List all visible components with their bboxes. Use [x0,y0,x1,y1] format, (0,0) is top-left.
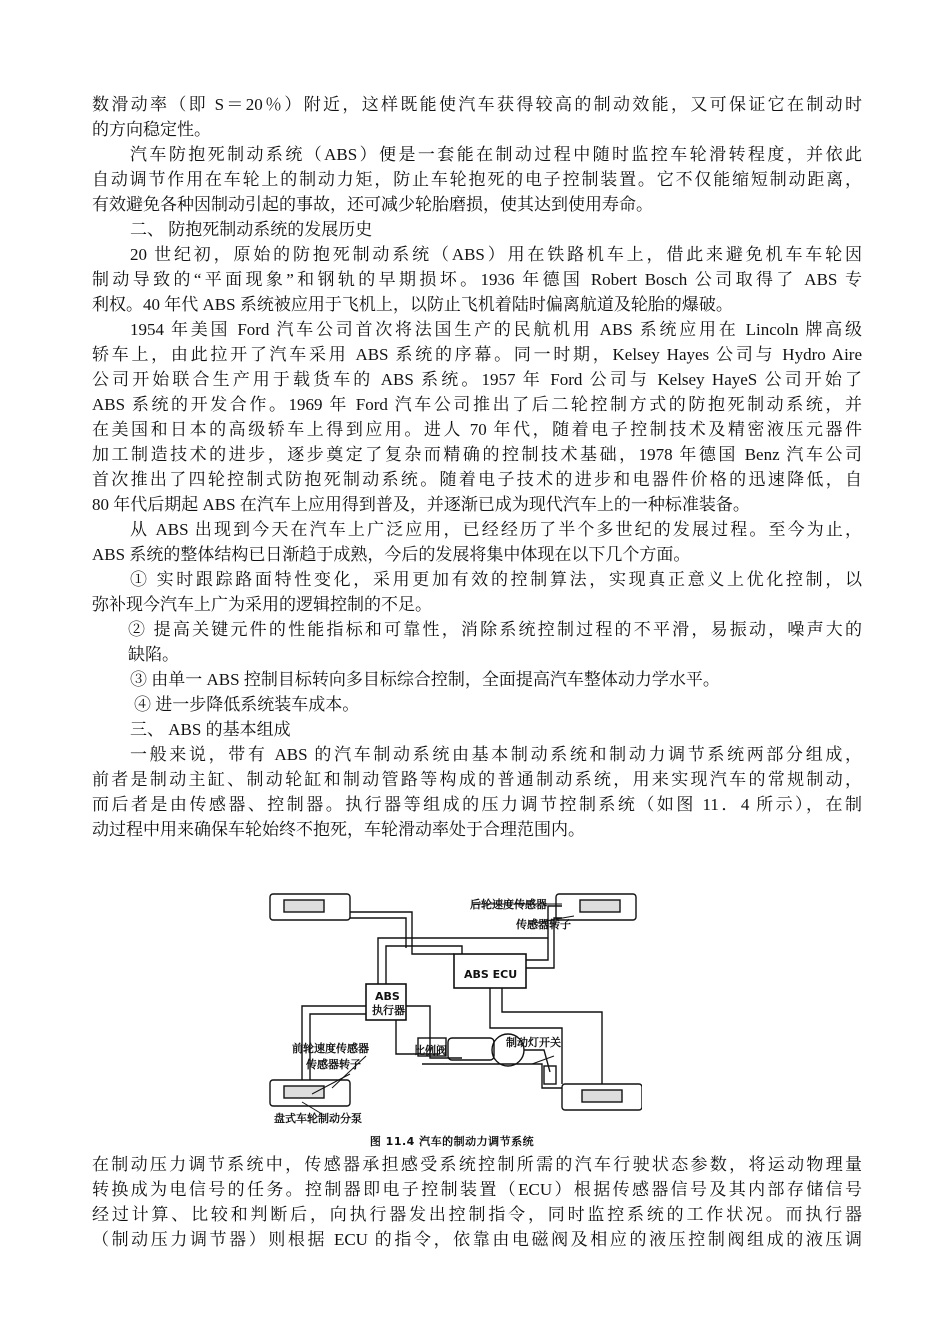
paragraph-line: 加工制造技术的进步，逐步奠定了复杂而精确的控制技术基础，1978 年德国 Benz 汽车公司 [92,445,862,464]
paragraph-line: 利权。40 年代 ABS 系统被应用于飞机上，以防止飞机着陆时偏离航道及轮胎的爆破。 [92,295,733,314]
paragraph-line: 汽车防抱死制动系统（ABS）便是一套能在制动过程中随时监控车轮滑转程度，并依此 [130,145,862,164]
body-text-bottom [92,1152,862,1252]
paragraph-line: 有效避免各种因制动引起的事故，还可减少轮胎磨损，使其达到使用寿命。 [92,195,653,214]
paragraph-line: 首次推出了四轮控制式防抱死制动系统。随着电子技术的进步和电器件价格的迅速降低，自 [92,470,862,489]
paragraph-line: 从 ABS 出现到今天在汽车上广泛应用，已经经历了半个多世纪的发展过程。至今为止， [130,520,862,539]
paragraph-line: 数滑动率（即 S＝20％）附近，这样既能使汽车获得较高的制动效能，又可保证它在制动时 [92,95,862,114]
paragraph-line: 一般来说，带有 ABS 的汽车制动系统由基本制动系统和制动力调节系统两部分组成， [130,745,862,764]
abs-system-diagram [262,888,642,1156]
label-sensor-rotor-top: 传感器转子 [516,918,571,931]
paragraph-line: 公司开始联合生产用于载货车的 ABS 系统。1957 年 Ford 公司与 Kelsey HayeS 公司开始了 [92,370,862,389]
list-item-1: ① 实时跟踪路面特性变化，采用更加有效的控制算法，实现真正意义上优化控制，以 [130,570,862,589]
paragraph-line: 前者是制动主缸、制动轮缸和制动管路等构成的普通制动系统，用来实现汽车的常规制动， [92,770,862,789]
label-sensor-rotor-bottom: 传感器转子 [306,1058,361,1071]
list-item-3: ③ 由单一 ABS 控制目标转向多目标综合控制，全面提高汽车整体动力学水平。 [130,670,720,689]
paragraph-line: 经过计算、比较和判断后，向执行器发出控制指令，同时监控系统的工作状况。而执行器 [92,1205,862,1224]
figure-caption: 图 11.4 汽车的制动力调节系统 [369,1135,535,1148]
list-item-2: ② 提高关键元件的性能指标和可靠性，消除系统控制过程的不平滑，易振动，噪声大的 [128,620,862,639]
label-front-sensor: 前轮速度传感器 [292,1042,369,1055]
section-heading: 二、 防抱死制动系统的发展历史 [130,220,373,239]
paragraph-line: 而后者是由传感器、控制器。执行器等组成的压力调节控制系统（如图 11．4 所示），在制 [92,795,862,814]
paragraph-line: 转换成为电信号的任务。控制器即电子控制装置（ECU）根据传感器信号及其内部存储信号 [92,1180,862,1199]
paragraph-line: 80 年代后期起 ABS 在汽车上应用得到普及，并逐渐已成为现代汽车上的一种标准装备。 [92,495,750,514]
paragraph-line: 在美国和日本的高级轿车上得到应用。进人 70 年代，随着电子控制技术及精密液压元器件 [92,420,862,439]
paragraph-line: 自动调节作用在车轮上的制动力矩，防止车轮抱死的电子控制装置。它不仅能缩短制动距离， [92,170,862,189]
paragraph-line: 20 世纪初，原始的防抱死制动系统（ABS）用在铁路机车上，借此来避免机车车轮因 [130,245,862,264]
label-rear-sensor: 后轮速度传感器 [470,898,547,911]
list-item-4: ④ 进一步降低系统装车成本。 [134,695,360,714]
paragraph-line: （制动压力调节器）则根据 ECU 的指令，依靠由电磁阀及相应的液压控制阀组成的液压调 [92,1230,862,1249]
paragraph-line: 在制动压力调节系统中，传感器承担感受系统控制所需的汽车行驶状态参数，将运动物理量 [92,1155,862,1174]
label-actuator-2: 执行器 [372,1004,405,1017]
list-item-1-cont: 弥补现今汽车上广为采用的逻辑控制的不足。 [92,595,432,614]
list-item-2-cont: 缺陷。 [128,645,179,664]
label-proportion-valve: 比例阀 [414,1044,447,1057]
section-heading: 三、 ABS 的基本组成 [130,720,291,739]
label-brake-light-switch: 制动灯开关 [506,1036,561,1049]
label-actuator-1: ABS [375,990,400,1003]
paragraph-line: 动过程中用来确保车轮始终不抱死，车轮滑动率处于合理范围内。 [92,820,585,839]
paragraph-line: 的方向稳定性。 [92,120,211,139]
paragraph-line: ABS 系统的整体结构已日渐趋于成熟，今后的发展将集中体现在以下几个方面。 [92,545,691,564]
paragraph-line: 制动导致的“平面现象”和钢轨的早期损坏。1936 年德国 Robert Bosch 公司取得了 ABS 专 [92,270,862,289]
label-disc-caliper: 盘式车轮制动分泵 [274,1112,362,1125]
body-text-top [92,92,862,842]
paragraph-line: ABS 系统的开发合作。1969 年 Ford 汽车公司推出了后二轮控制方式的防抱死制动系统，并 [92,395,862,414]
brake-pedal-rod [524,1050,550,1072]
master-cylinder [448,1038,494,1060]
paragraph-line: 1954 年美国 Ford 汽车公司首次将法国生产的民航机用 ABS 系统应用在 Lincoln 牌高级 [130,320,862,339]
label-ecu: ABS ECU [464,968,518,981]
paragraph-line: 轿车上，由此拉开了汽车采用 ABS 系统的序幕。同一时期，Kelsey Hayes 公司与 Hydro Aire [92,345,862,364]
